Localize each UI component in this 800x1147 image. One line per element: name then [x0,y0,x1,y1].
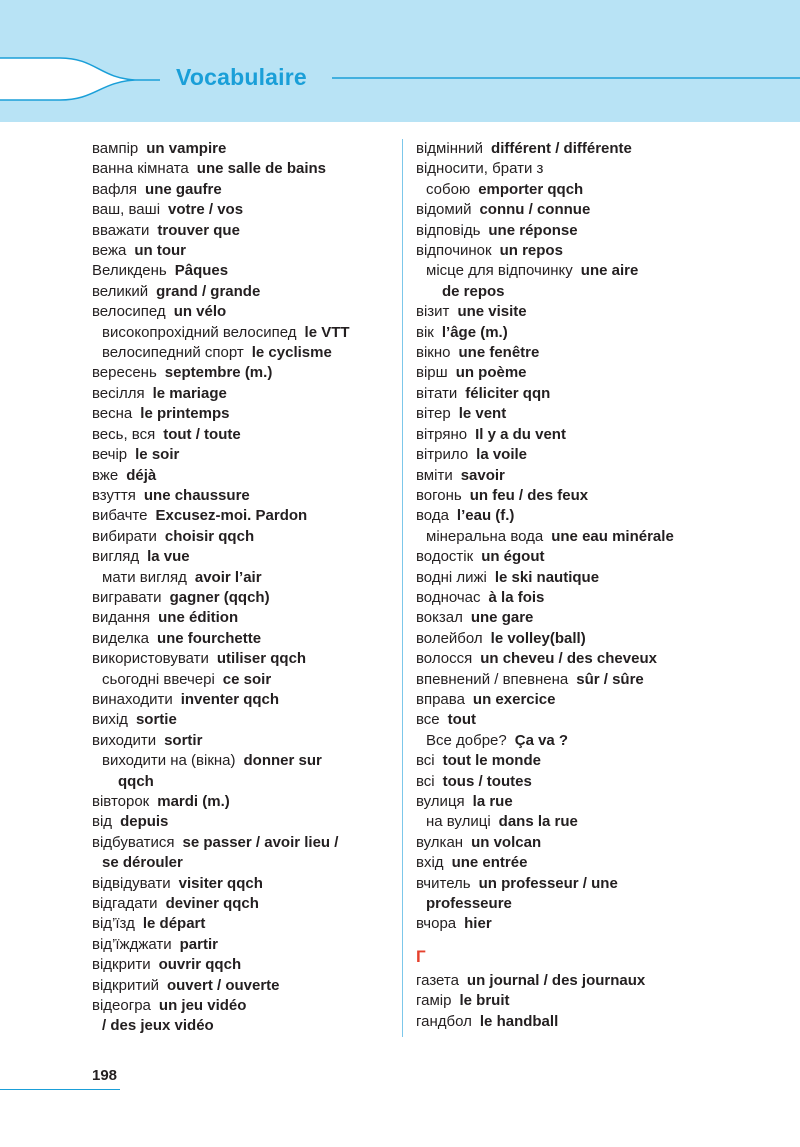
french-translation: votre / vos [168,201,244,219]
chapter-header [0,0,800,122]
left-vocabulary-column [92,139,392,1037]
ukrainian-term: вхід [416,854,444,872]
ukrainian-term: використовувати [92,650,209,668]
vocabulary-entry [92,874,392,894]
vocabulary-entry [416,425,800,445]
ukrainian-term: всі [416,752,435,770]
vocabulary-entry [92,343,392,363]
vocabulary-entry [92,935,392,955]
right-vocabulary-column [416,139,800,1032]
ukrainian-term: весілля [92,384,145,402]
french-translation: un tour [134,242,187,260]
vocabulary-entry [416,629,800,649]
ukrainian-term: сьогодні ввечері [102,670,215,688]
french-translation: une réponse [488,221,578,239]
french-translation: un feu / des feux [469,486,589,504]
vocabulary-entry [416,445,800,465]
french-translation: une aire [580,262,639,280]
vocabulary-entry [92,404,392,424]
vocabulary-entry [92,221,392,241]
french-translation: / des jeux vidéo [102,1017,214,1035]
french-translation: une visite [457,303,527,321]
vocabulary-entry [92,180,392,200]
vocabulary-entry [416,751,800,771]
ukrainian-term: вокзал [416,609,463,627]
ukrainian-term: відпочинок [416,242,492,260]
vocabulary-entry [416,241,800,261]
french-translation: un journal / des journaux [466,971,646,989]
vocabulary-entry [416,527,800,547]
ukrainian-term: виходити на (вікна) [102,752,236,770]
section-title: Vocabulaire [176,64,307,90]
french-translation: tout le monde [442,752,541,770]
ukrainian-term: великий [92,282,149,300]
vocabulary-entry [416,833,800,853]
vocabulary-entry [416,221,800,241]
french-translation: ouvert / ouverte [166,976,280,994]
vocabulary-entry [416,608,800,628]
french-translation: une édition [158,609,239,627]
french-translation: le soir [135,446,180,464]
vocabulary-entry [416,302,800,322]
vocabulary-entry [416,853,800,873]
french-translation: Pâques [174,262,229,280]
french-translation: un volcan [471,833,542,851]
section-letter: Г [416,946,426,966]
ukrainian-term: вміти [416,466,453,484]
vocabulary-entry [416,670,800,690]
vocabulary-entry [416,384,800,404]
ukrainian-term: весна [92,405,133,423]
ukrainian-term: вода [416,507,449,525]
column-divider [402,139,403,1037]
ukrainian-term: вихід [92,711,128,729]
french-translation: l’eau (f.) [456,507,515,525]
vocabulary-entry [92,384,392,404]
vocabulary-entry [92,323,392,343]
ukrainian-term: весь, вся [92,425,156,443]
ukrainian-term: вітряно [416,425,468,443]
ukrainian-term: вважати [92,221,150,239]
french-translation: sûr / sûre [576,670,644,688]
vocabulary-entry [416,200,800,220]
ukrainian-term: вибирати [92,527,157,545]
french-translation: un égout [481,548,545,566]
french-translation: de repos [442,282,505,300]
french-translation: visiter qqch [178,874,263,892]
vocabulary-entry [416,1012,800,1032]
french-translation: tout [447,711,476,729]
vocabulary-entry [416,139,800,159]
vocabulary-entry [92,690,392,710]
french-translation: déjà [126,466,157,484]
french-translation: professeure [426,895,512,913]
french-translation: avoir l’air [194,568,262,586]
french-translation: sortir [164,731,203,749]
french-translation: Il y a du vent [475,425,566,443]
french-translation: une fourchette [156,629,262,647]
french-translation: se passer / avoir lieu / [182,833,339,851]
ukrainian-term: гамір [416,992,452,1010]
vocabulary-entry [416,874,800,894]
vocabulary-entry [416,363,800,383]
vocabulary-entry [416,991,800,1011]
french-translation: hier [464,915,492,933]
french-translation: se dérouler [102,854,183,872]
ukrainian-term: на вулиці [426,813,491,831]
french-translation: un vélo [173,303,227,321]
ukrainian-term: вітер [416,405,451,423]
vocabulary-entry [92,241,392,261]
vocabulary-entry [92,486,392,506]
french-translation: ce soir [222,670,272,688]
ukrainian-term: вежа [92,242,127,260]
vocabulary-entry [416,649,800,669]
french-translation: une entrée [451,854,528,872]
ukrainian-term: всі [416,772,435,790]
vocabulary-entry [92,731,392,751]
french-translation: mardi (m.) [157,793,230,810]
french-translation: savoir [460,466,505,484]
ukrainian-term: мати вигляд [102,568,187,586]
vocabulary-entry [92,568,392,588]
french-translation: septembre (m.) [164,364,273,382]
french-translation: le volley(ball) [490,629,586,647]
ukrainian-term: ваш, ваші [92,201,161,219]
ukrainian-term: відвідувати [92,874,171,892]
vocabulary-entry [416,323,800,343]
vocabulary-entry [92,139,392,159]
french-translation: connu / connue [479,201,591,219]
ukrainian-term: вже [92,466,119,484]
french-translation: le ski nautique [494,568,600,586]
french-translation: la vue [147,548,190,566]
vocabulary-entry [416,506,800,526]
vocabulary-entry [92,649,392,669]
vocabulary-entry [416,261,800,281]
vocabulary-entry [92,547,392,567]
ukrainian-term: відгадати [92,895,158,913]
ukrainian-term: високопрохідний велосипед [102,323,297,341]
header-decoration [0,0,800,122]
ukrainian-term: від’їзд [92,915,135,933]
ukrainian-term: вампір [92,140,139,157]
ukrainian-term: відеогра [92,997,151,1015]
vocabulary-entry [92,792,392,812]
ukrainian-term: вересень [92,364,157,382]
french-translation: un poème [455,364,527,382]
ukrainian-term: вафля [92,180,138,198]
french-translation: l’âge (m.) [441,323,508,341]
ukrainian-term: вогонь [416,486,462,504]
ukrainian-term: вигляд [92,548,140,566]
french-translation: tous / toutes [442,772,532,790]
ukrainian-term: вигравати [92,588,162,606]
french-translation: à la fois [488,588,545,606]
vocabulary-entry [92,506,392,526]
ukrainian-term: велосипедний спорт [102,344,244,362]
ukrainian-term: вірш [416,364,448,382]
french-translation: ouvrir qqch [158,956,242,974]
vocabulary-entry [416,547,800,567]
vocabulary-entry [416,792,800,812]
vocabulary-entry [92,1016,392,1036]
vocabulary-entry [416,159,800,179]
ukrainian-term: вівторок [92,793,150,810]
ukrainian-term: водночас [416,588,481,606]
vocabulary-entry [416,588,800,608]
vocabulary-entry [92,425,392,445]
ukrainian-term: вечір [92,446,128,464]
french-translation: trouver que [157,221,240,239]
vocabulary-entry [92,363,392,383]
ukrainian-term: відмінний [416,140,484,157]
french-translation: partir [179,935,218,953]
ukrainian-term: вік [416,323,434,341]
french-translation: le bruit [459,992,510,1010]
vocabulary-entry [92,894,392,914]
vocabulary-entry [92,527,392,547]
vocabulary-entry [92,466,392,486]
ukrainian-term: винаходити [92,690,173,708]
ukrainian-term: вітрило [416,446,469,464]
ukrainian-term: вулиця [416,793,465,810]
vocabulary-entry [416,343,800,363]
vocabulary-entry [92,670,392,690]
french-translation: une fenêtre [458,344,540,362]
ukrainian-term: водні лижі [416,568,487,586]
french-translation: la rue [472,793,513,810]
french-translation: emporter qqch [478,180,584,198]
ukrainian-term: відбуватися [92,833,175,851]
vocabulary-entry [92,608,392,628]
ukrainian-term: Все добре? [426,731,507,749]
vocabulary-entry [416,568,800,588]
french-translation: féliciter qqn [465,384,551,402]
french-translation: un exercice [472,690,556,708]
ukrainian-term: вибачте [92,507,148,525]
ukrainian-term: візит [416,303,450,321]
ukrainian-term: вчитель [416,874,471,892]
vocabulary-entry [416,180,800,200]
vocabulary-entry [92,751,392,771]
ukrainian-term: відомий [416,201,472,219]
french-translation: choisir qqch [164,527,255,545]
ukrainian-term: ванна кімната [92,160,189,178]
vocabulary-entry [416,914,800,934]
ukrainian-term: виходити [92,731,157,749]
vocabulary-entry [92,833,392,853]
vocabulary-entry [92,853,392,873]
vocabulary-entry [416,971,800,991]
french-translation: différent / différente [491,140,632,157]
vocabulary-entry [92,996,392,1016]
vocabulary-entry [92,200,392,220]
ukrainian-term: волейбол [416,629,483,647]
vocabulary-entry [92,629,392,649]
french-translation: inventer qqch [180,690,280,708]
ukrainian-term: від [92,813,113,831]
french-translation: une salle de bains [196,160,326,178]
french-translation: une gare [470,609,534,627]
french-translation: un vampire [146,140,227,157]
vocabulary-entry [416,690,800,710]
vocabulary-entry [92,812,392,832]
french-translation: un professeur / une [478,874,618,892]
ukrainian-term: вчора [416,915,457,933]
vocabulary-entry [416,466,800,486]
ukrainian-term: гандбол [416,1012,472,1030]
french-translation: Ça va ? [514,731,569,749]
french-translation: grand / grande [156,282,261,300]
french-translation: une chaussure [143,486,250,504]
vocabulary-entry [416,812,800,832]
ukrainian-term: газета [416,971,459,989]
ukrainian-term: місце для відпочинку [426,262,573,280]
ukrainian-term: відносити, брати з [416,160,544,178]
french-translation: le départ [142,915,206,933]
vocabulary-entry [416,486,800,506]
ukrainian-term: вікно [416,344,451,362]
french-translation: donner sur [243,752,322,770]
vocabulary-entry [92,588,392,608]
vocabulary-entry [416,772,800,792]
french-translation: depuis [120,813,169,831]
ukrainian-term: впевнений / впевнена [416,670,569,688]
ukrainian-term: відкритий [92,976,159,994]
vocabulary-entry [92,955,392,975]
french-translation: deviner qqch [165,895,259,913]
ukrainian-term: Великдень [92,262,167,280]
ukrainian-term: вітати [416,384,458,402]
ukrainian-term: все [416,711,440,729]
ukrainian-term: видання [92,609,151,627]
french-translation: un jeu vidéo [158,997,247,1015]
ukrainian-term: собою [426,180,471,198]
vocabulary-entry [416,731,800,751]
vocabulary-entry [416,282,800,302]
ukrainian-term: взуття [92,486,136,504]
vocabulary-entry [92,445,392,465]
vocabulary-entry [416,894,800,914]
vocabulary-entry [92,710,392,730]
ukrainian-term: вулкан [416,833,464,851]
french-translation: le cyclisme [251,344,332,362]
vocabulary-entry [92,159,392,179]
french-translation: un repos [499,242,563,260]
ukrainian-term: вправа [416,690,465,708]
ukrainian-term: відповідь [416,221,481,239]
footer-rule [0,1089,120,1090]
french-translation: le printemps [140,405,230,423]
ukrainian-term: велосипед [92,303,166,321]
ukrainian-term: мінеральна вода [426,527,544,545]
vocabulary-entry [92,282,392,302]
vocabulary-entry [92,302,392,322]
french-translation: le mariage [152,384,227,402]
french-translation: le vent [458,405,507,423]
vocabulary-entry [92,976,392,996]
ukrainian-term: водостік [416,548,474,566]
french-translation: un cheveu / des cheveux [480,650,657,668]
french-translation: le VTT [304,323,350,341]
vocabulary-entry [92,914,392,934]
french-translation: la voile [476,446,528,464]
french-translation: qqch [118,772,154,790]
ukrainian-term: відкрити [92,956,151,974]
french-translation: tout / toute [163,425,241,443]
page-number: 198 [92,1067,118,1084]
vocabulary-entry [92,772,392,792]
french-translation: le handball [479,1012,559,1030]
ukrainian-term: виделка [92,629,149,647]
french-translation: une eau minérale [551,527,674,545]
ukrainian-term: волосся [416,650,473,668]
ukrainian-term: від’їжджати [92,935,172,953]
vocabulary-entry [92,261,392,281]
french-translation: sortie [135,711,177,729]
vocabulary-entry [416,710,800,730]
french-translation: dans la rue [498,813,578,831]
french-translation: gagner (qqch) [169,588,270,606]
french-translation: Excusez-moi. Pardon [155,507,308,525]
french-translation: une gaufre [145,180,222,198]
vocabulary-entry [416,404,800,424]
french-translation: utiliser qqch [216,650,307,668]
